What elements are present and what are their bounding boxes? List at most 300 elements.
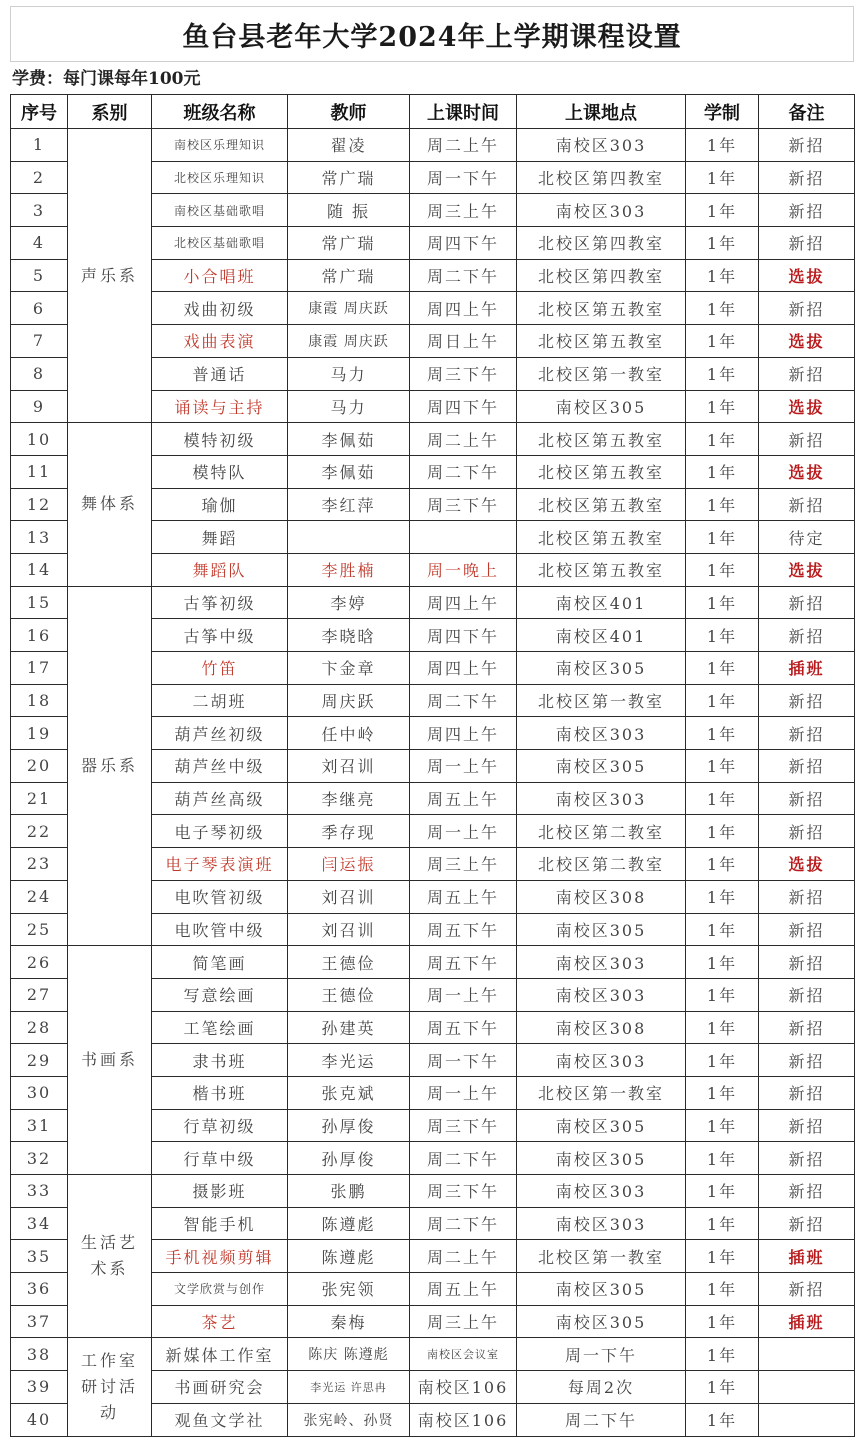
duration: 1年	[686, 161, 759, 194]
class-time: 周五下午	[410, 913, 517, 946]
class-time: 周二下午	[410, 259, 517, 292]
class-name: 新媒体工作室	[152, 1338, 288, 1371]
duration: 1年	[686, 1011, 759, 1044]
class-time: 周一上午	[410, 1076, 517, 1109]
note: 新招	[759, 815, 855, 848]
row-index: 25	[11, 913, 68, 946]
row-index: 38	[11, 1338, 68, 1371]
duration: 1年	[686, 848, 759, 881]
teacher: 孙厚俊	[288, 1142, 410, 1175]
location: 南校区303	[517, 194, 686, 227]
duration: 1年	[686, 815, 759, 848]
row-index: 26	[11, 946, 68, 979]
department-cell: 生活艺术系	[68, 1175, 152, 1338]
location: 北校区第五教室	[517, 488, 686, 521]
location: 北校区第四教室	[517, 259, 686, 292]
duration: 1年	[686, 619, 759, 652]
duration: 1年	[686, 1142, 759, 1175]
class-time: 周一下午	[410, 161, 517, 194]
class-name: 小合唱班	[152, 259, 288, 292]
table-row	[11, 946, 855, 979]
location: 南校区308	[517, 1011, 686, 1044]
teacher: 李继亮	[288, 782, 410, 815]
row-index: 21	[11, 782, 68, 815]
row-index: 15	[11, 586, 68, 619]
class-name: 电子琴初级	[152, 815, 288, 848]
department-cell: 书画系	[68, 946, 152, 1175]
duration: 1年	[686, 1076, 759, 1109]
class-time: 周二下午	[410, 1207, 517, 1240]
teacher: 常广瑞	[288, 227, 410, 260]
class-time: 周一上午	[410, 815, 517, 848]
teacher: 李婷	[288, 586, 410, 619]
note	[759, 1338, 855, 1371]
teacher: 李佩茹	[288, 423, 410, 456]
class-name: 隶书班	[152, 1044, 288, 1077]
class-name: 南校区基础歌唱	[152, 194, 288, 227]
teacher: 孙建英	[288, 1011, 410, 1044]
row-index: 30	[11, 1076, 68, 1109]
note: 新招	[759, 978, 855, 1011]
location: 南校区401	[517, 586, 686, 619]
class-name: 电吹管中级	[152, 913, 288, 946]
class-time: 周日上午	[410, 325, 517, 358]
row-index: 13	[11, 521, 68, 554]
teacher: 李佩茹	[288, 455, 410, 488]
class-time: 周一下午	[410, 1044, 517, 1077]
duration: 1年	[686, 880, 759, 913]
row-index: 1	[11, 129, 68, 162]
class-time: 周一上午	[410, 750, 517, 783]
department-cell: 工作室研讨活动	[68, 1338, 152, 1436]
teacher: 季存现	[288, 815, 410, 848]
duration: 1年	[686, 129, 759, 162]
row-index: 33	[11, 1175, 68, 1208]
teacher: 翟凌	[288, 129, 410, 162]
teacher: 李光运	[288, 1044, 410, 1077]
duration: 1年	[686, 488, 759, 521]
location: 北校区第一教室	[517, 1240, 686, 1273]
class-time: 周四上午	[410, 652, 517, 685]
class-time: 周二上午	[410, 423, 517, 456]
header-teacher: 教师	[288, 95, 410, 129]
class-time: 周二下午	[517, 1403, 686, 1436]
note: 新招	[759, 1011, 855, 1044]
duration: 1年	[686, 292, 759, 325]
class-name: 古筝中级	[152, 619, 288, 652]
row-index: 12	[11, 488, 68, 521]
table-row	[11, 1175, 855, 1208]
class-name: 葫芦丝中级	[152, 750, 288, 783]
duration: 1年	[686, 1175, 759, 1208]
class-name: 书画研究会	[152, 1371, 288, 1404]
row-index: 8	[11, 357, 68, 390]
class-name: 戏曲表演	[152, 325, 288, 358]
location: 北校区第五教室	[517, 521, 686, 554]
class-name: 模特队	[152, 455, 288, 488]
class-time: 周三上午	[410, 1305, 517, 1338]
location: 南校区305	[517, 1305, 686, 1338]
teacher: 陈庆 陈遵彪	[288, 1338, 410, 1371]
duration: 1年	[686, 1305, 759, 1338]
note: 新招	[759, 913, 855, 946]
class-time: 周一晚上	[410, 553, 517, 586]
teacher: 张鹏	[288, 1175, 410, 1208]
duration: 1年	[686, 782, 759, 815]
note: 新招	[759, 717, 855, 750]
class-name: 北校区乐理知识	[152, 161, 288, 194]
class-name: 观鱼文学社	[152, 1403, 288, 1436]
location: 南校区106	[410, 1403, 517, 1436]
location: 北校区第五教室	[517, 423, 686, 456]
row-index: 23	[11, 848, 68, 881]
class-name: 文学欣赏与创作	[152, 1273, 288, 1306]
note: 选拔	[759, 553, 855, 586]
note: 选拔	[759, 325, 855, 358]
teacher: 孙厚俊	[288, 1109, 410, 1142]
row-index: 31	[11, 1109, 68, 1142]
header-note: 备注	[759, 95, 855, 129]
location: 南校区305	[517, 913, 686, 946]
class-time: 周二上午	[410, 1240, 517, 1273]
class-name: 竹笛	[152, 652, 288, 685]
location: 南校区303	[517, 978, 686, 1011]
class-name: 电子琴表演班	[152, 848, 288, 881]
row-index: 11	[11, 455, 68, 488]
department-cell: 声乐系	[68, 129, 152, 423]
class-time: 周五下午	[410, 946, 517, 979]
duration: 1年	[686, 1044, 759, 1077]
duration: 1年	[686, 750, 759, 783]
duration: 1年	[686, 455, 759, 488]
teacher: 闫运振	[288, 848, 410, 881]
note: 新招	[759, 1076, 855, 1109]
location: 南校区305	[517, 390, 686, 423]
page-title: 鱼台县老年大学2024年上学期课程设置	[10, 6, 854, 62]
class-name: 南校区乐理知识	[152, 129, 288, 162]
row-index: 34	[11, 1207, 68, 1240]
location: 南校区305	[517, 652, 686, 685]
duration: 1年	[686, 194, 759, 227]
teacher: 李胜楠	[288, 553, 410, 586]
duration: 1年	[686, 1338, 759, 1371]
tuition-note: 学费：每门课每年100元	[12, 69, 201, 89]
duration: 1年	[686, 1273, 759, 1306]
teacher: 刘召训	[288, 913, 410, 946]
header-department: 系别	[68, 95, 152, 129]
location: 南校区会议室	[410, 1338, 517, 1371]
note: 新招	[759, 488, 855, 521]
row-index: 29	[11, 1044, 68, 1077]
duration: 1年	[686, 1371, 759, 1404]
department-cell: 器乐系	[68, 586, 152, 946]
class-time: 每周2次	[517, 1371, 686, 1404]
header-index: 序号	[11, 95, 68, 129]
row-index: 16	[11, 619, 68, 652]
duration: 1年	[686, 325, 759, 358]
class-time: 周四下午	[410, 619, 517, 652]
class-name: 舞蹈队	[152, 553, 288, 586]
location: 北校区第一教室	[517, 357, 686, 390]
teacher: 陈遵彪	[288, 1207, 410, 1240]
class-name: 写意绘画	[152, 978, 288, 1011]
row-index: 4	[11, 227, 68, 260]
table-row	[11, 1338, 855, 1371]
row-index: 18	[11, 684, 68, 717]
header-class-name: 班级名称	[152, 95, 288, 129]
duration: 1年	[686, 978, 759, 1011]
location: 南校区303	[517, 1175, 686, 1208]
note: 新招	[759, 357, 855, 390]
table-row	[11, 586, 855, 619]
table-body	[11, 129, 855, 1437]
class-name: 诵读与主持	[152, 390, 288, 423]
note: 新招	[759, 684, 855, 717]
class-time: 周三上午	[410, 848, 517, 881]
course-schedule-table	[10, 94, 855, 1437]
location: 北校区第五教室	[517, 325, 686, 358]
teacher: 刘召训	[288, 750, 410, 783]
location: 南校区401	[517, 619, 686, 652]
note	[759, 1371, 855, 1404]
header-time: 上课时间	[410, 95, 517, 129]
location: 南校区106	[410, 1371, 517, 1404]
class-name: 摄影班	[152, 1175, 288, 1208]
location: 北校区第四教室	[517, 161, 686, 194]
location: 北校区第五教室	[517, 292, 686, 325]
teacher: 李红萍	[288, 488, 410, 521]
table-row	[11, 423, 855, 456]
teacher: 王德俭	[288, 978, 410, 1011]
class-name: 葫芦丝初级	[152, 717, 288, 750]
note: 新招	[759, 750, 855, 783]
duration: 1年	[686, 717, 759, 750]
teacher: 张宪岭、孙贤	[288, 1403, 410, 1436]
duration: 1年	[686, 1207, 759, 1240]
row-index: 14	[11, 553, 68, 586]
row-index: 10	[11, 423, 68, 456]
row-index: 6	[11, 292, 68, 325]
teacher	[288, 521, 410, 554]
class-name: 瑜伽	[152, 488, 288, 521]
note: 选拔	[759, 848, 855, 881]
row-index: 17	[11, 652, 68, 685]
class-time: 周四上午	[410, 586, 517, 619]
class-time: 周五下午	[410, 1011, 517, 1044]
teacher: 任中岭	[288, 717, 410, 750]
row-index: 28	[11, 1011, 68, 1044]
class-time: 周四下午	[410, 390, 517, 423]
teacher: 康霞 周庆跃	[288, 325, 410, 358]
teacher: 周庆跃	[288, 684, 410, 717]
note: 新招	[759, 161, 855, 194]
duration: 1年	[686, 946, 759, 979]
location: 北校区第五教室	[517, 553, 686, 586]
duration: 1年	[686, 1403, 759, 1436]
teacher: 康霞 周庆跃	[288, 292, 410, 325]
teacher: 陈遵彪	[288, 1240, 410, 1273]
note: 新招	[759, 586, 855, 619]
duration: 1年	[686, 586, 759, 619]
department-cell: 舞体系	[68, 423, 152, 586]
duration: 1年	[686, 553, 759, 586]
row-index: 3	[11, 194, 68, 227]
class-name: 葫芦丝高级	[152, 782, 288, 815]
location: 南校区303	[517, 1044, 686, 1077]
location: 南校区308	[517, 880, 686, 913]
class-name: 智能手机	[152, 1207, 288, 1240]
class-time: 周五上午	[410, 1273, 517, 1306]
class-time: 周一上午	[410, 978, 517, 1011]
class-name: 普通话	[152, 357, 288, 390]
class-name: 模特初级	[152, 423, 288, 456]
header-location: 上课地点	[517, 95, 686, 129]
note: 新招	[759, 1273, 855, 1306]
class-name: 北校区基础歌唱	[152, 227, 288, 260]
location: 北校区第二教室	[517, 815, 686, 848]
class-time: 周一下午	[517, 1338, 686, 1371]
row-index: 32	[11, 1142, 68, 1175]
note: 新招	[759, 782, 855, 815]
row-index: 7	[11, 325, 68, 358]
class-time: 周三上午	[410, 194, 517, 227]
note: 选拔	[759, 390, 855, 423]
location: 北校区第一教室	[517, 684, 686, 717]
row-index: 37	[11, 1305, 68, 1338]
class-name: 工笔绘画	[152, 1011, 288, 1044]
row-index: 19	[11, 717, 68, 750]
row-index: 40	[11, 1403, 68, 1436]
note: 新招	[759, 946, 855, 979]
location: 南校区303	[517, 946, 686, 979]
row-index: 27	[11, 978, 68, 1011]
duration: 1年	[686, 390, 759, 423]
teacher: 随 振	[288, 194, 410, 227]
duration: 1年	[686, 652, 759, 685]
class-name: 戏曲初级	[152, 292, 288, 325]
row-index: 9	[11, 390, 68, 423]
class-time	[410, 521, 517, 554]
row-index: 24	[11, 880, 68, 913]
teacher: 常广瑞	[288, 259, 410, 292]
duration: 1年	[686, 423, 759, 456]
class-time: 周二下午	[410, 684, 517, 717]
class-time: 周三下午	[410, 357, 517, 390]
class-time: 周四上午	[410, 717, 517, 750]
duration: 1年	[686, 1109, 759, 1142]
note: 选拔	[759, 259, 855, 292]
table-header-row	[11, 95, 855, 129]
teacher: 刘召训	[288, 880, 410, 913]
location: 北校区第一教室	[517, 1076, 686, 1109]
teacher: 卞金章	[288, 652, 410, 685]
duration: 1年	[686, 684, 759, 717]
header-duration: 学制	[686, 95, 759, 129]
teacher: 常广瑞	[288, 161, 410, 194]
location: 南校区305	[517, 750, 686, 783]
note: 新招	[759, 1044, 855, 1077]
note: 待定	[759, 521, 855, 554]
class-name: 电吹管初级	[152, 880, 288, 913]
class-name: 茶艺	[152, 1305, 288, 1338]
note: 选拔	[759, 455, 855, 488]
note: 插班	[759, 1240, 855, 1273]
teacher: 秦梅	[288, 1305, 410, 1338]
class-name: 二胡班	[152, 684, 288, 717]
class-time: 周二下午	[410, 455, 517, 488]
class-name: 古筝初级	[152, 586, 288, 619]
note: 新招	[759, 1142, 855, 1175]
row-index: 5	[11, 259, 68, 292]
note: 插班	[759, 652, 855, 685]
duration: 1年	[686, 521, 759, 554]
class-time: 周二下午	[410, 1142, 517, 1175]
row-index: 35	[11, 1240, 68, 1273]
class-name: 行草初级	[152, 1109, 288, 1142]
note: 插班	[759, 1305, 855, 1338]
duration: 1年	[686, 1240, 759, 1273]
row-index: 39	[11, 1371, 68, 1404]
class-name: 手机视频剪辑	[152, 1240, 288, 1273]
class-time: 周三下午	[410, 1109, 517, 1142]
duration: 1年	[686, 357, 759, 390]
location: 南校区303	[517, 1207, 686, 1240]
row-index: 22	[11, 815, 68, 848]
teacher: 李光运 许思冉	[288, 1371, 410, 1404]
location: 南校区305	[517, 1109, 686, 1142]
location: 南校区303	[517, 129, 686, 162]
location: 南校区303	[517, 782, 686, 815]
class-time: 周二上午	[410, 129, 517, 162]
note: 新招	[759, 292, 855, 325]
teacher: 马力	[288, 357, 410, 390]
duration: 1年	[686, 913, 759, 946]
class-name: 舞蹈	[152, 521, 288, 554]
teacher: 张克斌	[288, 1076, 410, 1109]
class-time: 周三下午	[410, 1175, 517, 1208]
note: 新招	[759, 129, 855, 162]
class-time: 周五上午	[410, 880, 517, 913]
teacher: 张宪领	[288, 1273, 410, 1306]
row-index: 2	[11, 161, 68, 194]
class-name: 简笔画	[152, 946, 288, 979]
class-time: 周四下午	[410, 227, 517, 260]
note: 新招	[759, 1207, 855, 1240]
note: 新招	[759, 619, 855, 652]
note	[759, 1403, 855, 1436]
note: 新招	[759, 1175, 855, 1208]
class-name: 楷书班	[152, 1076, 288, 1109]
row-index: 20	[11, 750, 68, 783]
duration: 1年	[686, 259, 759, 292]
note: 新招	[759, 1109, 855, 1142]
teacher: 王德俭	[288, 946, 410, 979]
row-index: 36	[11, 1273, 68, 1306]
note: 新招	[759, 880, 855, 913]
note: 新招	[759, 423, 855, 456]
teacher: 李晓晗	[288, 619, 410, 652]
location: 北校区第五教室	[517, 455, 686, 488]
location: 北校区第四教室	[517, 227, 686, 260]
location: 南校区303	[517, 717, 686, 750]
location: 南校区305	[517, 1142, 686, 1175]
note: 新招	[759, 227, 855, 260]
location: 南校区305	[517, 1273, 686, 1306]
class-name: 行草中级	[152, 1142, 288, 1175]
teacher: 马力	[288, 390, 410, 423]
table-row	[11, 129, 855, 162]
note: 新招	[759, 194, 855, 227]
